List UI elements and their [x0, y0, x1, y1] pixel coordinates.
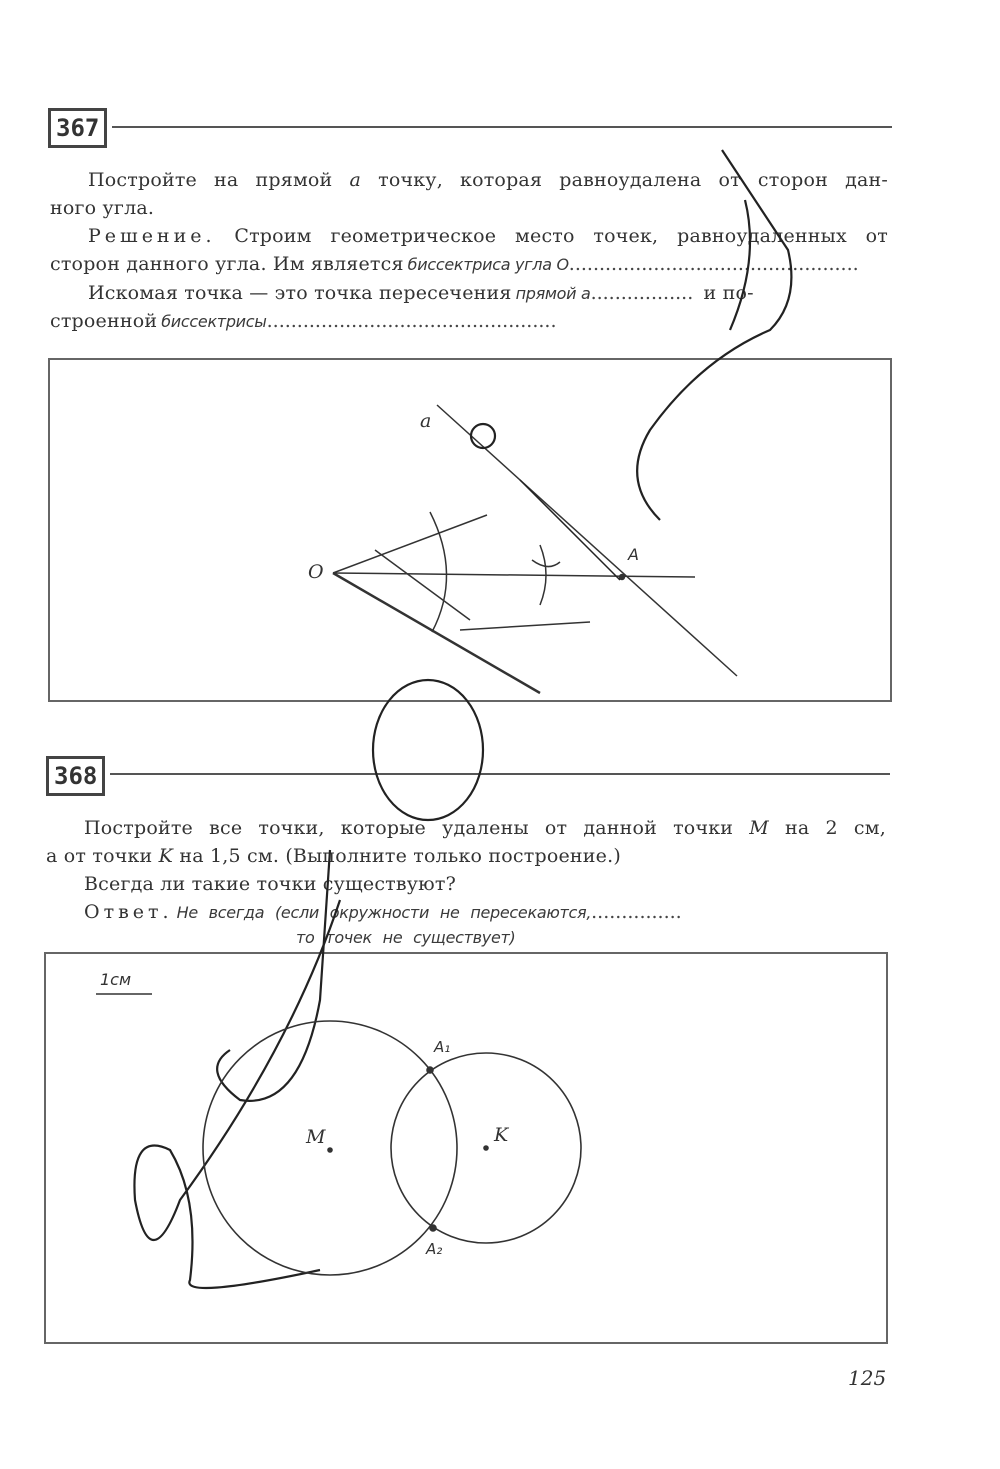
label-point-a: A: [628, 545, 639, 564]
handwritten-answer-blank-3[interactable]: биссектрисы: [161, 312, 267, 331]
arc: [430, 512, 447, 632]
text: Искомая точка — это точка пересечения: [88, 282, 512, 304]
dots: ................................................: [266, 310, 557, 332]
dots: .................: [590, 282, 694, 304]
text: на 2 см,: [785, 817, 886, 839]
var-a: a: [349, 169, 362, 191]
pencil-mark: [460, 622, 590, 630]
text: строенной: [50, 310, 158, 332]
handwritten-answer-blank-2[interactable]: прямой a: [515, 284, 591, 303]
solution-label: Решение.: [88, 225, 216, 247]
text: а от точки: [46, 845, 153, 867]
handwritten-answer-blank-1[interactable]: биссектриса угла O: [407, 255, 569, 274]
figure-368: [96, 994, 581, 1275]
label-m: M: [306, 1126, 326, 1148]
text: Постройте все точки, которые удалены от данной точки: [84, 817, 734, 839]
point-a2: [430, 1225, 436, 1231]
label-scale: 1см: [100, 970, 132, 989]
var-k: K: [158, 845, 174, 867]
line-a: [437, 405, 737, 676]
task-368-line-3: Всегда ли такие точки существуют?: [84, 873, 456, 895]
angle-side-upper: [333, 515, 487, 573]
bisector: [333, 573, 695, 577]
page-number: 125: [848, 1366, 887, 1390]
task-number-367: 367: [48, 108, 107, 148]
text: и по-: [703, 282, 754, 304]
label-k: K: [494, 1124, 509, 1146]
label-a2: A₂: [426, 1240, 443, 1258]
text: Строим геометрическое место точек, равноудаленных от: [234, 225, 888, 247]
figure-367: [333, 405, 737, 693]
answer-label: Ответ.: [84, 901, 173, 923]
angle-side-lower: [333, 573, 540, 693]
dots: ................................................: [568, 253, 859, 275]
label-vertex-o: O: [308, 561, 324, 583]
handwritten-answer-368[interactable]: Не всегда (если окружности не пересекаются,: [176, 903, 592, 922]
task-number-368: 368: [46, 756, 105, 796]
point-a1: [427, 1067, 433, 1073]
label-a1: A₁: [434, 1038, 451, 1056]
dots: ...............: [591, 901, 682, 923]
point-a: [620, 575, 625, 580]
text: на 1,5 см. (Выполните только построение.): [179, 845, 621, 867]
pencil-mark: [375, 550, 470, 620]
text: точку, которая равноудалена от сторон дан-: [378, 169, 888, 191]
label-line-a: a: [420, 410, 432, 432]
text: сторон данного угла. Им является: [50, 253, 404, 275]
text: Постройте на прямой: [88, 169, 333, 191]
handwritten-answer-line-2: то точек не существует): [296, 928, 516, 947]
center-m: [328, 1148, 332, 1152]
task-367-line-2: ного угла.: [50, 197, 155, 219]
scribble: [134, 150, 791, 1288]
var-m: M: [749, 817, 769, 839]
center-k: [484, 1146, 488, 1150]
